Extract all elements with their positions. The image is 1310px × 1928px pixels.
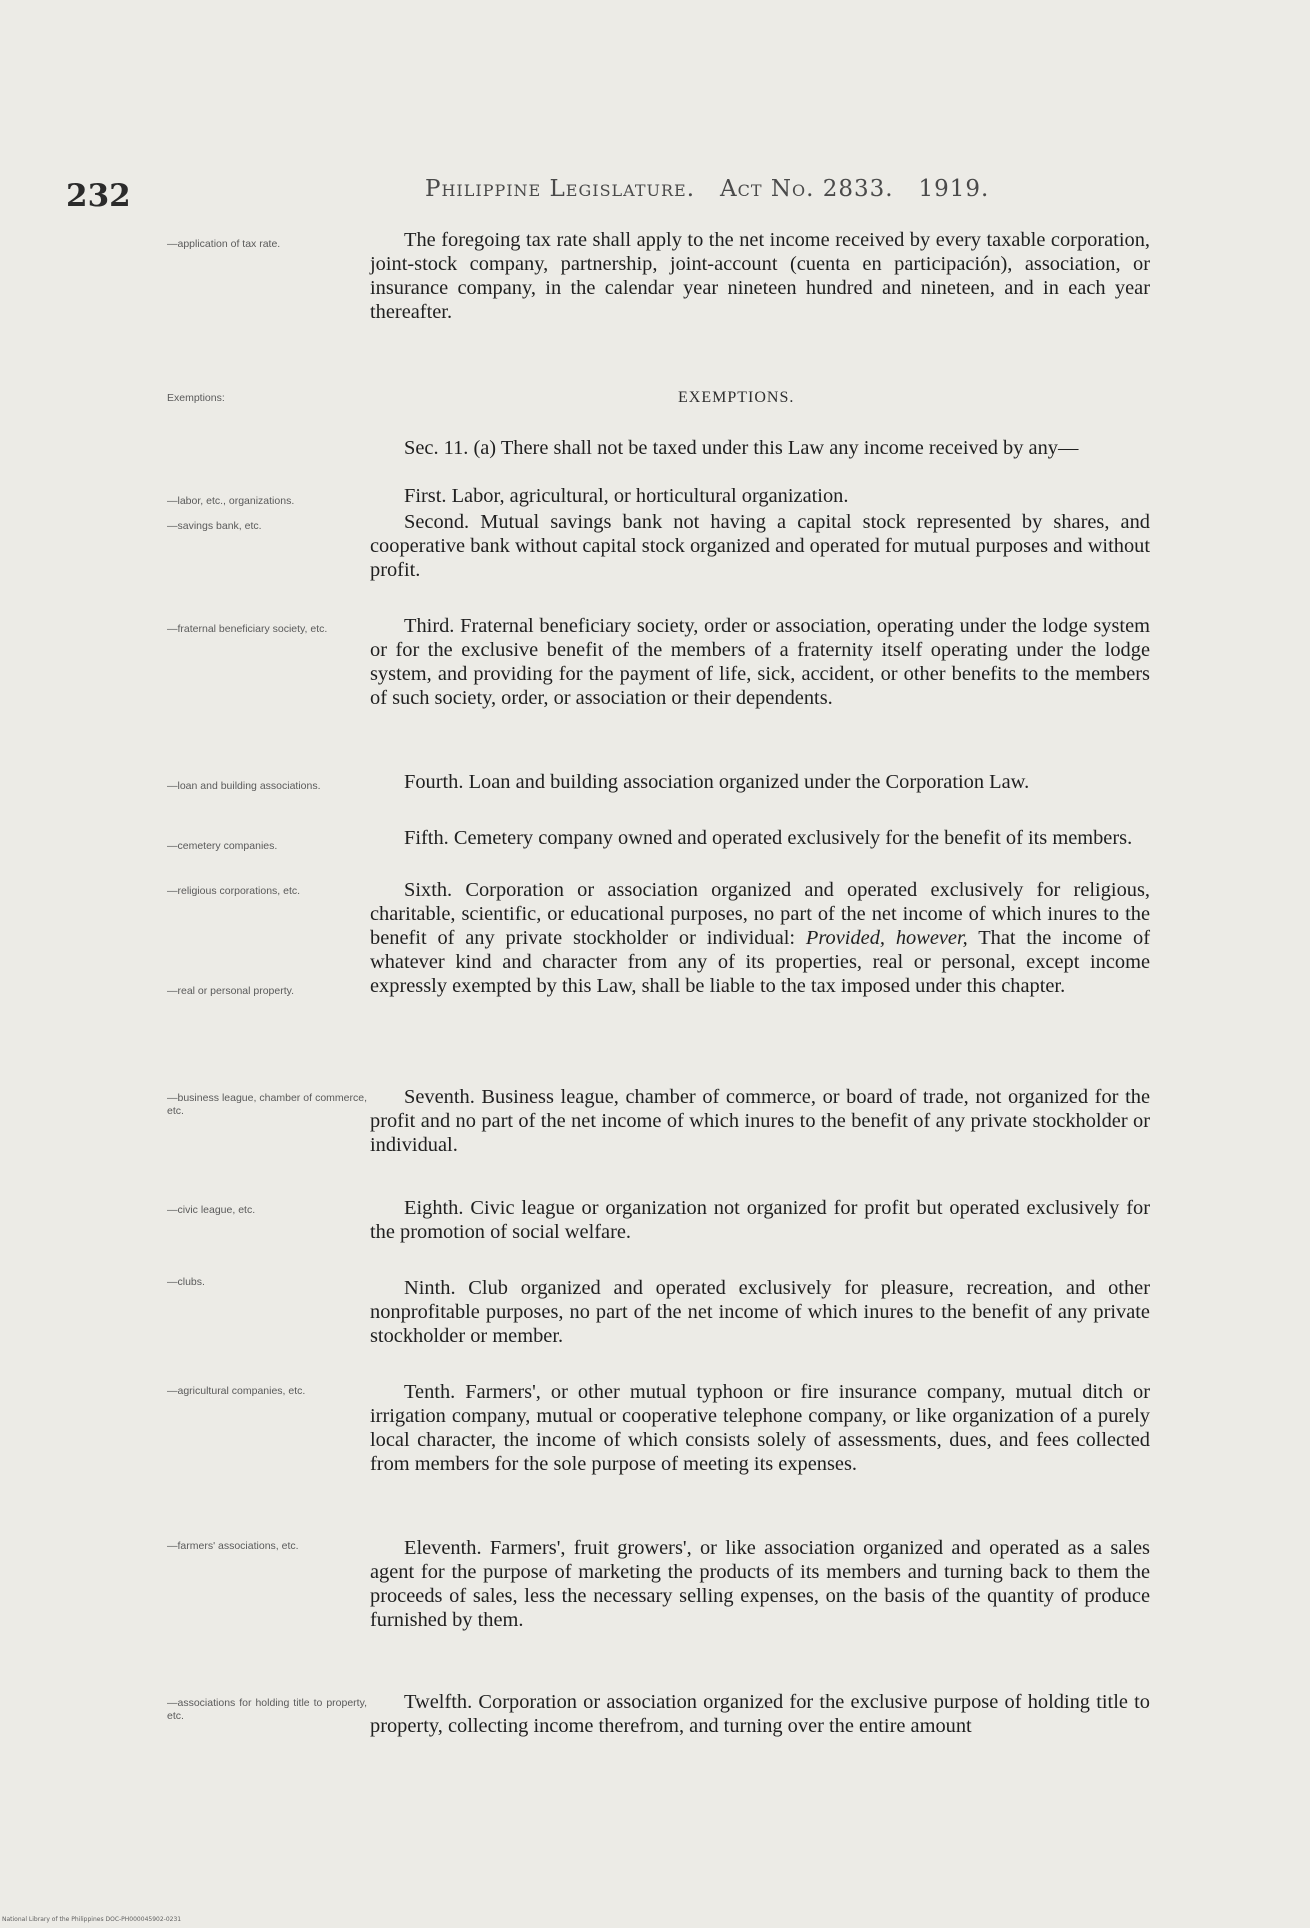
margin-note-agricultural: —agricultural companies, etc. — [167, 1385, 306, 1397]
margin-note-exemptions: Exemptions: — [167, 392, 225, 404]
paragraph-first-text: First. Labor, agricultural, or horticultural organization. — [404, 485, 849, 507]
paragraph-twelfth — [370, 1690, 1150, 1738]
paragraph-ninth — [370, 1276, 1150, 1348]
paragraph-sixth-text-b: That the income of whatever kind and character from any of its properties, real or personal, except income expressly exempted by this Law, shall be liable to the tax imposed under this chapter. — [370, 927, 1150, 997]
paragraph-sixth — [370, 878, 1150, 998]
margin-note-holding-title: —associations for holding title to property, etc. — [167, 1697, 367, 1722]
paragraph-ninth-text: Ninth. Club organized and operated exclusively for pleasure, recreation, and other nonprofitable purposes, no part of the net income of which inures to the benefit of any private stockholder or member. — [370, 1277, 1150, 1347]
paragraph-third-text: Third. Fraternal beneficiary society, order or association, operating under the lodge system or for the exclusive benefit of the members of a fraternity itself operating under the lodge system, and providing for the payment of life, sick, accident, or other benefits to the members of such society, order, or association or their dependents. — [370, 615, 1150, 709]
paragraph-first — [370, 484, 1150, 508]
paragraph-third — [370, 614, 1150, 710]
margin-note-loan-building: —loan and building associations. — [167, 780, 321, 792]
page-number: 232 — [66, 178, 131, 214]
margin-note-labor: —labor, etc., organizations. — [167, 495, 295, 507]
paragraph-twelfth-text: Twelfth. Corporation or association organized for the exclusive purpose of holding title to property, collecting income therefrom, and turning over the entire amount — [370, 1691, 1150, 1737]
paragraph-fifth-text: Fifth. Cemetery company owned and operated exclusively for the benefit of its members. — [404, 827, 1133, 849]
paragraph-seventh — [370, 1085, 1150, 1157]
paragraph-seventh-text: Seventh. Business league, chamber of commerce, or board of trade, not organized for the profit and no part of the net income of which inures to the benefit of any private stockholder or individual. — [370, 1086, 1150, 1156]
running-head-legislature: Philippine Legislature. — [425, 176, 696, 202]
paragraph-tax-rate-text: The foregoing tax rate shall apply to the net income received by every taxable corporation, joint-stock company, partnership, joint-account (cuenta en participación), association, or insurance company, in the calendar year nineteen hundred and nineteen, and in each year thereafter. — [370, 229, 1150, 323]
paragraph-tax-rate — [370, 228, 1150, 324]
paragraph-second-text: Second. Mutual savings bank not having a capital stock represented by shares, and cooperative bank without capital stock organized and operated for mutual purposes and without profit. — [370, 511, 1150, 581]
margin-note-savings-bank: —savings bank, etc. — [167, 520, 262, 532]
paragraph-sixth-text-a: Sixth. Corporation or association organized and operated exclusively for religious, charitable, scientific, or educational purposes, no part of the net income of which inures to the benefit of any private stockholder or individual: — [370, 879, 1150, 949]
paragraph-sec-11-text: Sec. 11. (a) There shall not be taxed under this Law any income received by any— — [404, 437, 1079, 459]
running-head-act: Act No. 2833. — [720, 176, 894, 202]
paragraph-eighth — [370, 1196, 1150, 1244]
margin-note-fraternal: —fraternal beneficiary society, etc. — [167, 623, 328, 635]
paragraph-eleventh-text: Eleventh. Farmers', fruit growers', or like association organized and operated as a sales agent for the purpose of marketing the products of its members and turning back to them the proceeds of sales, less the necessary selling expenses, on the basis of the quantity of produce furnished by them. — [370, 1537, 1150, 1631]
paragraph-eighth-text: Eighth. Civic league or organization not organized for profit but operated exclusively for the promotion of social welfare. — [370, 1197, 1150, 1243]
margin-note-clubs: —clubs. — [167, 1276, 205, 1288]
paragraph-sixth-proviso: Provided, however, — [805, 927, 968, 949]
margin-note-real-personal: —real or personal property. — [167, 985, 295, 997]
section-heading-exemptions: EXEMPTIONS. — [678, 389, 795, 406]
paragraph-fifth — [370, 826, 1150, 850]
margin-note-cemetery: —cemetery companies. — [167, 840, 278, 852]
paragraph-tenth-text: Tenth. Farmers', or other mutual typhoon or fire insurance company, mutual ditch or irrigation company, mutual or cooperative telephone company, or like organization of a purely local character, the income of which consists solely of assessments, dues, and fees collected from members for the sole purpose of meeting its expenses. — [370, 1381, 1150, 1475]
margin-note-farmers: —farmers' associations, etc. — [167, 1540, 299, 1552]
margin-note-civic-league: —civic league, etc. — [167, 1204, 256, 1216]
paragraph-sec-11 — [370, 436, 1150, 460]
paragraph-fourth — [370, 770, 1150, 794]
paragraph-tenth — [370, 1380, 1150, 1476]
margin-note-business-league: —business league, chamber of commerce, etc. — [167, 1092, 367, 1117]
running-head-year: 1919. — [918, 176, 990, 202]
running-head — [425, 176, 1085, 202]
margin-note-religious: —religious corporations, etc. — [167, 885, 301, 897]
paragraph-fourth-text: Fourth. Loan and building association organized under the Corporation Law. — [404, 771, 1030, 793]
margin-note-application: —application of tax rate. — [167, 238, 281, 250]
paragraph-second — [370, 510, 1150, 582]
paragraph-eleventh — [370, 1536, 1150, 1632]
archive-stamp: National Library of the Philippines DOC-PH000045902-0231 — [2, 1916, 182, 1923]
